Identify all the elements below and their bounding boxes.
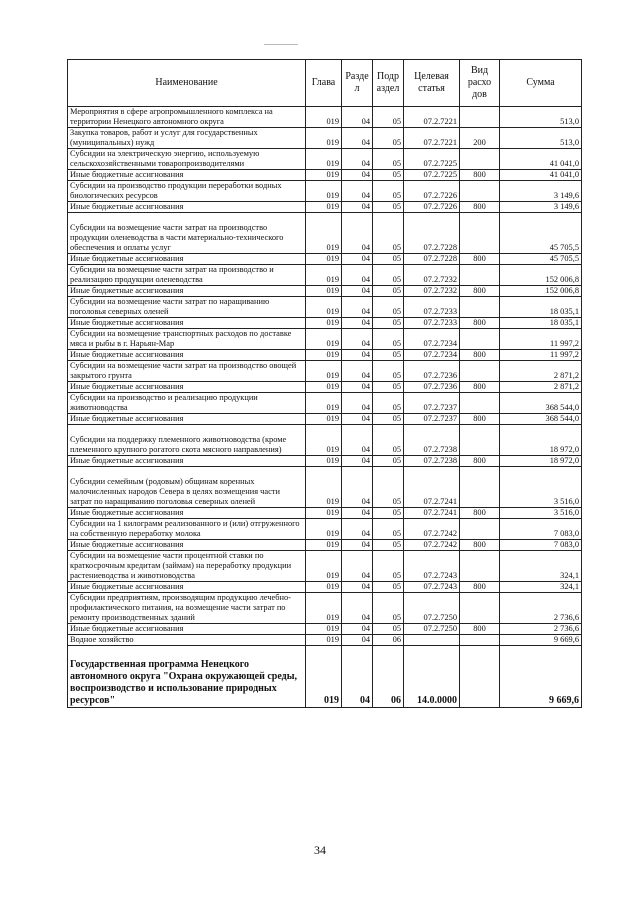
row-sum: 3 516,0 bbox=[500, 508, 582, 519]
row-subsection: 05 bbox=[373, 361, 404, 382]
row-name: Иные бюджетные ассигнования bbox=[68, 582, 306, 593]
table-row bbox=[68, 297, 582, 318]
row-chapter: 019 bbox=[306, 265, 342, 286]
row-expense-type: 800 bbox=[460, 286, 500, 297]
row-section: 04 bbox=[342, 456, 373, 467]
row-target bbox=[404, 635, 460, 646]
row-section: 04 bbox=[342, 107, 373, 128]
table-row bbox=[68, 508, 582, 519]
row-subsection: 05 bbox=[373, 414, 404, 425]
row-name: Субсидии на возмещение транспортных расходов по доставке мяса и рыбы в г. Нарьян-Мар bbox=[68, 329, 306, 350]
row-section: 04 bbox=[342, 170, 373, 181]
row-chapter: 019 bbox=[306, 508, 342, 519]
row-sum: 2 871,2 bbox=[500, 361, 582, 382]
row-target: 07.2.7225 bbox=[404, 170, 460, 181]
row-sum: 11 997,2 bbox=[500, 329, 582, 350]
row-section: 04 bbox=[342, 297, 373, 318]
table-row bbox=[68, 582, 582, 593]
row-subsection: 05 bbox=[373, 508, 404, 519]
row-target: 07.2.7234 bbox=[404, 329, 460, 350]
row-section: 04 bbox=[342, 582, 373, 593]
row-target: 07.2.7241 bbox=[404, 508, 460, 519]
row-sum: 7 083,0 bbox=[500, 540, 582, 551]
row-target: 07.2.7233 bbox=[404, 297, 460, 318]
row-expense-type: 800 bbox=[460, 624, 500, 635]
row-target: 07.2.7232 bbox=[404, 286, 460, 297]
page-number: 34 bbox=[314, 843, 326, 857]
row-name: Субсидии семейным (родовым) общинам коренных малочисленных народов Севера в целях возмещения части затрат по наращиванию поголовья северных оленей bbox=[68, 467, 306, 508]
row-subsection: 05 bbox=[373, 128, 404, 149]
row-target: 07.2.7243 bbox=[404, 582, 460, 593]
row-chapter: 019 bbox=[306, 361, 342, 382]
row-section: 04 bbox=[342, 519, 373, 540]
row-target: 07.2.7221 bbox=[404, 128, 460, 149]
row-target: 07.2.7250 bbox=[404, 593, 460, 624]
row-subsection: 05 bbox=[373, 456, 404, 467]
row-expense-type: 200 bbox=[460, 128, 500, 149]
row-chapter: 019 bbox=[306, 107, 342, 128]
row-expense-type bbox=[460, 297, 500, 318]
table-header-row bbox=[68, 60, 582, 107]
row-name: Иные бюджетные ассигнования bbox=[68, 624, 306, 635]
row-target: 07.2.7228 bbox=[404, 254, 460, 265]
row-chapter: 019 bbox=[306, 425, 342, 456]
row-target: 07.2.7238 bbox=[404, 456, 460, 467]
row-section: 04 bbox=[342, 329, 373, 350]
row-chapter: 019 bbox=[306, 593, 342, 624]
row-sum: 513,0 bbox=[500, 107, 582, 128]
row-sum: 513,0 bbox=[500, 128, 582, 149]
row-chapter: 019 bbox=[306, 393, 342, 414]
row-sum: 368 544,0 bbox=[500, 393, 582, 414]
row-section: 04 bbox=[342, 414, 373, 425]
budget-table bbox=[67, 59, 582, 708]
row-target: 07.2.7233 bbox=[404, 318, 460, 329]
row-name: Субсидии на возмещение части затрат на производство продукции оленеводства в части материально-технического обеспечения и оплаты услуг bbox=[68, 213, 306, 254]
header-sum: Сумма bbox=[500, 60, 582, 107]
row-target: 07.2.7236 bbox=[404, 382, 460, 393]
row-sum: 18 972,0 bbox=[500, 456, 582, 467]
header-chapter: Глава bbox=[306, 60, 342, 107]
row-name: Субсидии на возмещение части затрат на производство овощей закрытого грунта bbox=[68, 361, 306, 382]
row-chapter: 019 bbox=[306, 467, 342, 508]
row-subsection: 05 bbox=[373, 265, 404, 286]
row-chapter: 019 bbox=[306, 318, 342, 329]
table-row bbox=[68, 170, 582, 181]
header-expense-type: Вид расхо дов bbox=[460, 60, 500, 107]
row-subsection: 05 bbox=[373, 382, 404, 393]
row-expense-type bbox=[460, 107, 500, 128]
row-expense-type: 800 bbox=[460, 508, 500, 519]
row-target: 07.2.7243 bbox=[404, 551, 460, 582]
row-target: 07.2.7238 bbox=[404, 425, 460, 456]
row-section: 04 bbox=[342, 254, 373, 265]
row-subsection: 05 bbox=[373, 149, 404, 170]
row-chapter: 019 bbox=[306, 329, 342, 350]
table-row bbox=[68, 202, 582, 213]
row-sum: 324,1 bbox=[500, 582, 582, 593]
row-expense-type bbox=[460, 646, 500, 708]
row-sum: 45 705,5 bbox=[500, 213, 582, 254]
row-sum: 18 972,0 bbox=[500, 425, 582, 456]
row-chapter: 019 bbox=[306, 624, 342, 635]
row-expense-type bbox=[460, 213, 500, 254]
row-sum: 45 705,5 bbox=[500, 254, 582, 265]
row-subsection: 05 bbox=[373, 107, 404, 128]
row-sum: 41 041,0 bbox=[500, 149, 582, 170]
row-chapter: 019 bbox=[306, 551, 342, 582]
row-subsection: 05 bbox=[373, 393, 404, 414]
row-section: 04 bbox=[342, 508, 373, 519]
row-name: Субсидии на поддержку племенного животноводства (кроме племенного крупного рогатого скота мясного направления) bbox=[68, 425, 306, 456]
row-sum: 18 035,1 bbox=[500, 297, 582, 318]
table-row bbox=[68, 635, 582, 646]
row-chapter: 019 bbox=[306, 297, 342, 318]
row-expense-type bbox=[460, 329, 500, 350]
row-subsection: 05 bbox=[373, 551, 404, 582]
row-section: 04 bbox=[342, 646, 373, 708]
row-target: 07.2.7236 bbox=[404, 361, 460, 382]
table-row bbox=[68, 254, 582, 265]
row-expense-type: 800 bbox=[460, 170, 500, 181]
row-chapter: 019 bbox=[306, 382, 342, 393]
table-row bbox=[68, 593, 582, 624]
row-sum: 152 006,8 bbox=[500, 286, 582, 297]
row-name: Мероприятия в сфере агропромышленного комплекса на территории Ненецкого автономного округа bbox=[68, 107, 306, 128]
row-sum: 2 871,2 bbox=[500, 382, 582, 393]
row-expense-type bbox=[460, 265, 500, 286]
row-sum: 9 669,6 bbox=[500, 646, 582, 708]
row-subsection: 06 bbox=[373, 646, 404, 708]
row-name: Иные бюджетные ассигнования bbox=[68, 540, 306, 551]
row-name: Иные бюджетные ассигнования bbox=[68, 286, 306, 297]
table-row bbox=[68, 265, 582, 286]
row-expense-type bbox=[460, 149, 500, 170]
row-chapter: 019 bbox=[306, 213, 342, 254]
row-sum: 2 736,6 bbox=[500, 624, 582, 635]
row-target: 07.2.7232 bbox=[404, 265, 460, 286]
row-section: 04 bbox=[342, 467, 373, 508]
row-name: Закупка товаров, работ и услуг для государственных (муниципальных) нужд bbox=[68, 128, 306, 149]
table-row bbox=[68, 329, 582, 350]
row-subsection: 06 bbox=[373, 635, 404, 646]
row-expense-type bbox=[460, 425, 500, 456]
row-target: 07.2.7226 bbox=[404, 181, 460, 202]
table-row bbox=[68, 286, 582, 297]
row-target: 07.2.7225 bbox=[404, 149, 460, 170]
row-target: 14.0.0000 bbox=[404, 646, 460, 708]
row-chapter: 019 bbox=[306, 646, 342, 708]
row-subsection: 05 bbox=[373, 329, 404, 350]
row-expense-type: 800 bbox=[460, 318, 500, 329]
row-chapter: 019 bbox=[306, 254, 342, 265]
row-subsection: 05 bbox=[373, 254, 404, 265]
row-name: Субсидии на возмещение части затрат по наращиванию поголовья северных оленей bbox=[68, 297, 306, 318]
row-section: 04 bbox=[342, 624, 373, 635]
row-subsection: 05 bbox=[373, 181, 404, 202]
table-row bbox=[68, 646, 582, 708]
row-expense-type bbox=[460, 181, 500, 202]
row-sum: 152 006,8 bbox=[500, 265, 582, 286]
row-name: Иные бюджетные ассигнования bbox=[68, 382, 306, 393]
page-top-mark bbox=[264, 44, 298, 45]
row-sum: 41 041,0 bbox=[500, 170, 582, 181]
row-expense-type: 800 bbox=[460, 456, 500, 467]
row-section: 04 bbox=[342, 393, 373, 414]
row-target: 07.2.7226 bbox=[404, 202, 460, 213]
table-row bbox=[68, 456, 582, 467]
row-subsection: 05 bbox=[373, 318, 404, 329]
row-expense-type: 800 bbox=[460, 382, 500, 393]
row-sum: 11 997,2 bbox=[500, 350, 582, 361]
row-chapter: 019 bbox=[306, 456, 342, 467]
row-name: Иные бюджетные ассигнования bbox=[68, 254, 306, 265]
row-chapter: 019 bbox=[306, 202, 342, 213]
row-target: 07.2.7242 bbox=[404, 519, 460, 540]
row-chapter: 019 bbox=[306, 128, 342, 149]
row-subsection: 05 bbox=[373, 540, 404, 551]
row-expense-type bbox=[460, 551, 500, 582]
row-chapter: 019 bbox=[306, 540, 342, 551]
table-row bbox=[68, 519, 582, 540]
row-subsection: 05 bbox=[373, 593, 404, 624]
table-body bbox=[68, 107, 582, 708]
row-subsection: 05 bbox=[373, 297, 404, 318]
row-subsection: 05 bbox=[373, 582, 404, 593]
row-name: Иные бюджетные ассигнования bbox=[68, 202, 306, 213]
row-name: Иные бюджетные ассигнования bbox=[68, 456, 306, 467]
row-target: 07.2.7237 bbox=[404, 393, 460, 414]
table-row bbox=[68, 393, 582, 414]
row-chapter: 019 bbox=[306, 350, 342, 361]
row-target: 07.2.7228 bbox=[404, 213, 460, 254]
row-section: 04 bbox=[342, 213, 373, 254]
row-target: 07.2.7221 bbox=[404, 107, 460, 128]
table-row bbox=[68, 318, 582, 329]
row-expense-type: 800 bbox=[460, 582, 500, 593]
row-expense-type: 800 bbox=[460, 254, 500, 265]
row-name: Субсидии на возмещение части процентной ставки по краткосрочным кредитам (займам) на переработку продукции растениеводства и животноводства bbox=[68, 551, 306, 582]
row-section: 04 bbox=[342, 540, 373, 551]
table-row bbox=[68, 540, 582, 551]
row-expense-type: 800 bbox=[460, 540, 500, 551]
table-row bbox=[68, 425, 582, 456]
table-row bbox=[68, 624, 582, 635]
header-subsection: Подр аздел bbox=[373, 60, 404, 107]
table-row bbox=[68, 181, 582, 202]
row-sum: 2 736,6 bbox=[500, 593, 582, 624]
row-chapter: 019 bbox=[306, 582, 342, 593]
row-section: 04 bbox=[342, 128, 373, 149]
row-section: 04 bbox=[342, 265, 373, 286]
row-name: Субсидии на 1 килограмм реализованного и (или) отгруженного на собственную переработку молока bbox=[68, 519, 306, 540]
row-sum: 324,1 bbox=[500, 551, 582, 582]
row-subsection: 05 bbox=[373, 425, 404, 456]
row-chapter: 019 bbox=[306, 635, 342, 646]
row-expense-type: 800 bbox=[460, 202, 500, 213]
row-expense-type bbox=[460, 635, 500, 646]
row-name: Иные бюджетные ассигнования bbox=[68, 318, 306, 329]
row-name: Субсидии предприятиям, производящим продукцию лечебно-профилактического питания, на возмещение части затрат по ремонту производственных зданий bbox=[68, 593, 306, 624]
table-row bbox=[68, 361, 582, 382]
row-section: 04 bbox=[342, 425, 373, 456]
row-subsection: 05 bbox=[373, 213, 404, 254]
row-section: 04 bbox=[342, 593, 373, 624]
table-row bbox=[68, 551, 582, 582]
row-expense-type bbox=[460, 593, 500, 624]
row-subsection: 05 bbox=[373, 202, 404, 213]
row-name: Иные бюджетные ассигнования bbox=[68, 350, 306, 361]
row-section: 04 bbox=[342, 382, 373, 393]
row-name: Субсидии на возмещение части затрат на производство и реализацию продукции оленеводства bbox=[68, 265, 306, 286]
row-name: Государственная программа Ненецкого автономного округа "Охрана окружающей среды, воспроизводство и использование природных ресурсов" bbox=[68, 646, 306, 708]
table-row bbox=[68, 467, 582, 508]
row-target: 07.2.7250 bbox=[404, 624, 460, 635]
header-target: Целевая статья bbox=[404, 60, 460, 107]
row-chapter: 019 bbox=[306, 519, 342, 540]
table-row bbox=[68, 213, 582, 254]
row-expense-type bbox=[460, 361, 500, 382]
row-target: 07.2.7237 bbox=[404, 414, 460, 425]
row-name: Субсидии на производство и реализацию продукции животноводства bbox=[68, 393, 306, 414]
row-section: 04 bbox=[342, 318, 373, 329]
table-row bbox=[68, 382, 582, 393]
header-name: Наименование bbox=[68, 60, 306, 107]
row-sum: 368 544,0 bbox=[500, 414, 582, 425]
row-expense-type bbox=[460, 393, 500, 414]
row-subsection: 05 bbox=[373, 519, 404, 540]
table-row bbox=[68, 149, 582, 170]
row-subsection: 05 bbox=[373, 170, 404, 181]
table-row bbox=[68, 414, 582, 425]
row-chapter: 019 bbox=[306, 149, 342, 170]
row-section: 04 bbox=[342, 350, 373, 361]
row-name: Иные бюджетные ассигнования bbox=[68, 414, 306, 425]
row-sum: 7 083,0 bbox=[500, 519, 582, 540]
header-section: Разде л bbox=[342, 60, 373, 107]
row-name: Иные бюджетные ассигнования bbox=[68, 508, 306, 519]
row-chapter: 019 bbox=[306, 181, 342, 202]
row-section: 04 bbox=[342, 361, 373, 382]
row-target: 07.2.7234 bbox=[404, 350, 460, 361]
row-name: Иные бюджетные ассигнования bbox=[68, 170, 306, 181]
table-row bbox=[68, 128, 582, 149]
row-expense-type bbox=[460, 467, 500, 508]
row-section: 04 bbox=[342, 202, 373, 213]
row-chapter: 019 bbox=[306, 170, 342, 181]
row-expense-type: 800 bbox=[460, 350, 500, 361]
row-section: 04 bbox=[342, 286, 373, 297]
row-section: 04 bbox=[342, 149, 373, 170]
row-sum: 3 516,0 bbox=[500, 467, 582, 508]
row-target: 07.2.7242 bbox=[404, 540, 460, 551]
row-sum: 3 149,6 bbox=[500, 181, 582, 202]
row-section: 04 bbox=[342, 181, 373, 202]
row-subsection: 05 bbox=[373, 350, 404, 361]
row-subsection: 05 bbox=[373, 624, 404, 635]
row-sum: 3 149,6 bbox=[500, 202, 582, 213]
row-chapter: 019 bbox=[306, 286, 342, 297]
row-sum: 9 669,6 bbox=[500, 635, 582, 646]
row-target: 07.2.7241 bbox=[404, 467, 460, 508]
row-name: Субсидии на электрическую энергию, используемую сельскохозяйственными товаропроизводителями bbox=[68, 149, 306, 170]
row-name: Субсидии на производство продукции переработки водных биологических ресурсов bbox=[68, 181, 306, 202]
table-row bbox=[68, 350, 582, 361]
row-section: 04 bbox=[342, 551, 373, 582]
row-sum: 18 035,1 bbox=[500, 318, 582, 329]
row-expense-type bbox=[460, 519, 500, 540]
row-subsection: 05 bbox=[373, 286, 404, 297]
row-name: Водное хозяйство bbox=[68, 635, 306, 646]
row-subsection: 05 bbox=[373, 467, 404, 508]
table-row bbox=[68, 107, 582, 128]
row-expense-type: 800 bbox=[460, 414, 500, 425]
row-section: 04 bbox=[342, 635, 373, 646]
row-chapter: 019 bbox=[306, 414, 342, 425]
